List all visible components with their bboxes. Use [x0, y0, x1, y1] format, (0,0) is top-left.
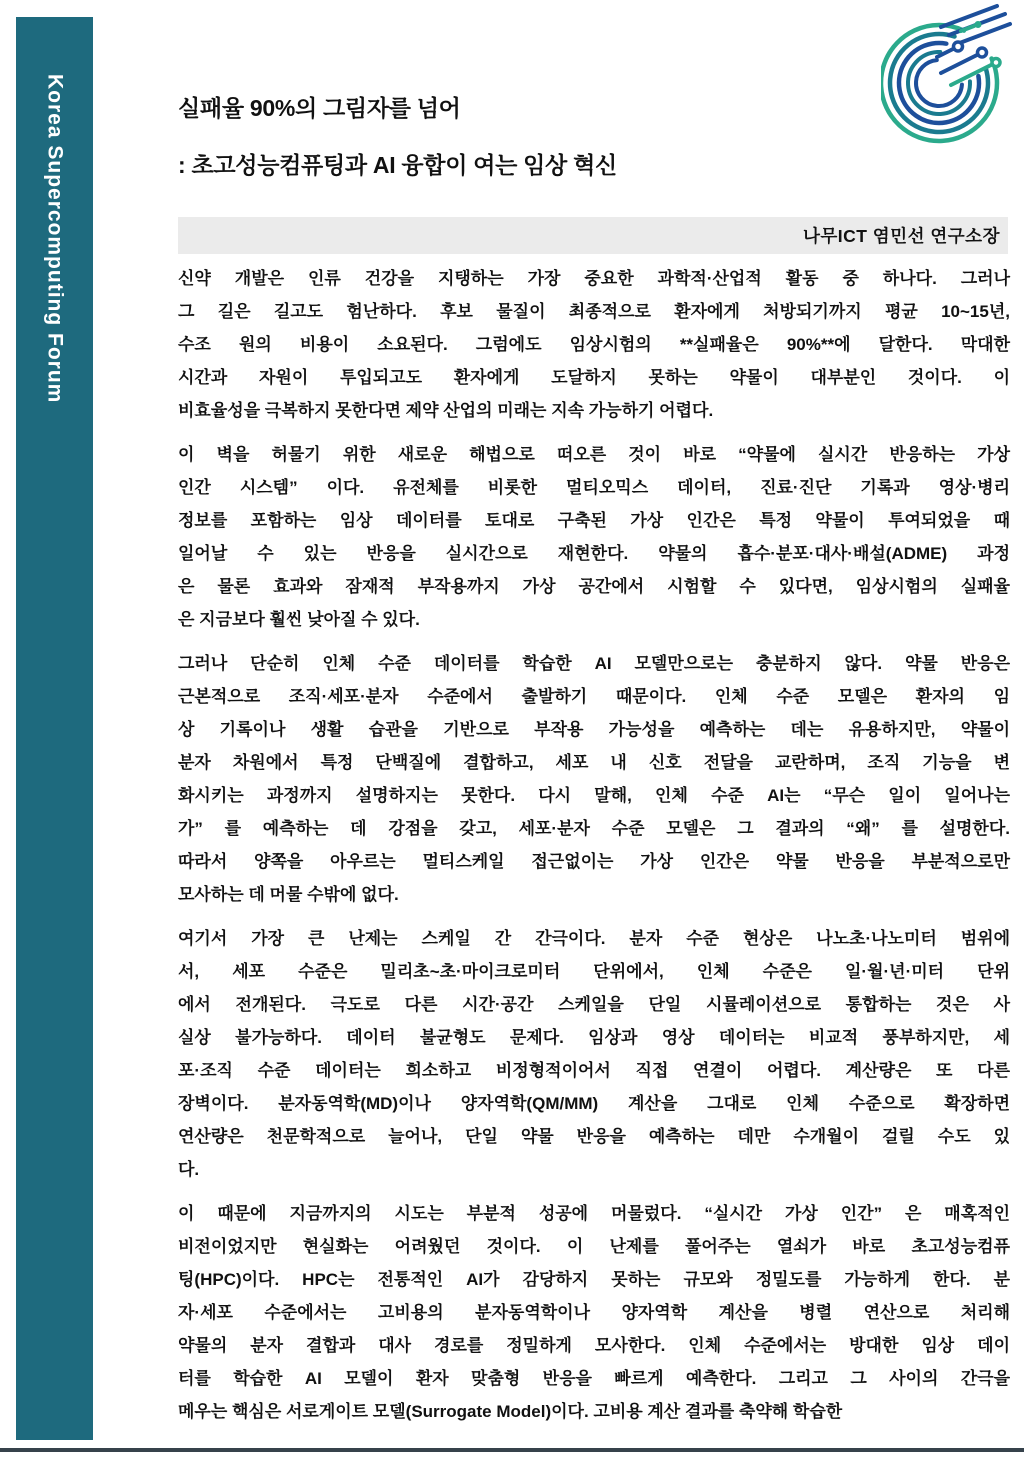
paragraph-line: 일어날 수 있는 반응을 실시간으로 재현한다. 약물의 흡수·분포·대사·배설(ADME) 과정 — [178, 544, 1010, 563]
paragraph-line: 시간과 자원이 투입되고도 환자에게 도달하지 못하는 약물이 대부분인 것이다. 이 — [178, 368, 1010, 387]
paragraph-line: 모사하는 데 머물 수밖에 없다. — [178, 885, 399, 904]
paragraph-line: 여기서 가장 큰 난제는 스케일 간 간극이다. 분자 수준 현상은 나노초·나노미터 범위에 — [178, 929, 1010, 948]
paragraph-line: 메우는 핵심은 서로게이트 모델(Surrogate Model)이다. 고비용 계산 결과를 축약해 학습한 — [178, 1402, 843, 1421]
forum-sidebar-label: Korea Supercomputing Forum — [43, 74, 67, 404]
page-title-line2: : 초고성능컴퓨팅과 AI 융합이 여는 임상 혁신 — [178, 152, 617, 178]
paragraph-line: 포·조직 수준 데이터는 희소하고 비정형적이어서 직접 연결이 어렵다. 계산량은 또 다른 — [178, 1061, 1010, 1080]
paragraph-line: 가” 를 예측하는 데 강점을 갖고, 세포·분자 수준 모델은 그 결과의 “왜” 를 설명한다. — [178, 819, 1010, 838]
paragraph-line: 비전이었지만 현실화는 어려웠던 것이다. 이 난제를 풀어주는 열쇠가 바로 초고성능컴퓨 — [178, 1237, 1010, 1256]
paragraph-line: 다. — [178, 1160, 200, 1179]
paragraph-line: 근본적으로 조직·세포·분자 수준에서 출발하기 때문이다. 인체 수준 모델은 환자의 임 — [178, 687, 1010, 706]
paragraph-line: 은 지금보다 훨씬 낮아질 수 있다. — [178, 610, 420, 629]
paragraph-line: 수조 원의 비용이 소요된다. 그럼에도 임상시험의 **실패율은 90%**에 달한다. 막대한 — [178, 335, 1010, 354]
paragraph-line: 화시키는 과정까지 설명하지는 못한다. 다시 말해, 인체 수준 AI는 “무슨 일이 일어나는 — [178, 786, 1010, 805]
paragraph-line: 팅(HPC)이다. HPC는 전통적인 AI가 감당하지 못하는 규모와 정밀도를 가능하게 한다. 분 — [178, 1270, 1010, 1289]
byline-bar — [178, 217, 1008, 254]
paragraph — [178, 1197, 1010, 1428]
page-title — [178, 80, 1010, 194]
paragraph-line: 서, 세포 수준은 밀리초~초·마이크로미터 단위에서, 인체 수준은 일·월·년·미터 단위 — [178, 962, 1010, 981]
paragraph-line: 이 벽을 허물기 위한 새로운 해법으로 떠오른 것이 바로 “약물에 실시간 반응하는 가상 — [178, 445, 1010, 464]
paragraph-line: 자·세포 수준에서는 고비용의 분자동역학이나 양자역학 계산을 병렬 연산으로 처리해 — [178, 1303, 1010, 1322]
paragraph-line: 그러나 단순히 인체 수준 데이터를 학습한 AI 모델만으로는 충분하지 않다. 약물 반응은 — [178, 654, 1010, 673]
paragraph-line: 연산량은 천문학적으로 늘어나, 단일 약물 반응을 예측하는 데만 수개월이 걸릴 수도 있 — [178, 1127, 1010, 1146]
paragraph-line: 비효율성을 극복하지 못한다면 제약 산업의 미래는 지속 가능하기 어렵다. — [178, 401, 714, 420]
article-body — [178, 262, 1010, 1439]
paragraph-line: 실상 불가능하다. 데이터 불균형도 문제다. 임상과 영상 데이터는 비교적 풍부하지만, 세 — [178, 1028, 1010, 1047]
paragraph-line: 장벽이다. 분자동역학(MD)이나 양자역학(QM/MM) 계산을 그대로 인체 수준으로 확장하면 — [178, 1094, 1010, 1113]
paragraph-line: 분자 차원에서 특정 단백질에 결합하고, 세포 내 신호 전달을 교란하며, 조직 기능을 변 — [178, 753, 1010, 772]
paragraph-line: 이 때문에 지금까지의 시도는 부분적 성공에 머물렀다. “실시간 가상 인간” 은 매혹적인 — [178, 1204, 1010, 1223]
forum-sidebar — [16, 17, 93, 1440]
paragraph-line: 약물의 분자 결합과 대사 경로를 정밀하게 모사한다. 인체 수준에서는 방대한 임상 데이 — [178, 1336, 1010, 1355]
paragraph-line: 정보를 포함하는 임상 데이터를 토대로 구축된 가상 인간은 특정 약물이 투여되었을 때 — [178, 511, 1010, 530]
byline-text: 나무ICT 염민선 연구소장 — [802, 226, 1000, 246]
paragraph-line: 그 길은 길고도 험난하다. 후보 물질이 최종적으로 환자에게 처방되기까지 평균 10~15년, — [178, 302, 1010, 321]
paragraph-line: 상 기록이나 생활 습관을 기반으로 부작용 가능성을 예측하는 데는 유용하지만, 약물이 — [178, 720, 1010, 739]
paragraph-line: 인간 시스템” 이다. 유전체를 비롯한 멀티오믹스 데이터, 진료·진단 기록과 영상·병리 — [178, 478, 1010, 497]
paragraph-line: 터를 학습한 AI 모델이 환자 맞춤형 반응을 빠르게 예측한다. 그리고 그 사이의 간극을 — [178, 1369, 1010, 1388]
paragraph — [178, 262, 1010, 427]
bottom-rule — [0, 1448, 1024, 1452]
paragraph-line: 에서 전개된다. 극도로 다른 시간·공간 스케일을 단일 시뮬레이션으로 통합하는 것은 사 — [178, 995, 1010, 1014]
paragraph-line: 따라서 양쪽을 아우르는 멀티스케일 접근없이는 가상 인간은 약물 반응을 부분적으로만 — [178, 852, 1010, 871]
paragraph-line: 신약 개발은 인류 건강을 지탱하는 가장 중요한 과학적·산업적 활동 중 하나다. 그러나 — [178, 269, 1010, 288]
paragraph — [178, 438, 1010, 636]
paragraph-line: 은 물론 효과와 잠재적 부작용까지 가상 공간에서 시험할 수 있다면, 임상시험의 실패율 — [178, 577, 1010, 596]
paragraph — [178, 922, 1010, 1186]
page-title-line1: 실패율 90%의 그림자를 넘어 — [178, 95, 461, 121]
paragraph — [178, 647, 1010, 911]
